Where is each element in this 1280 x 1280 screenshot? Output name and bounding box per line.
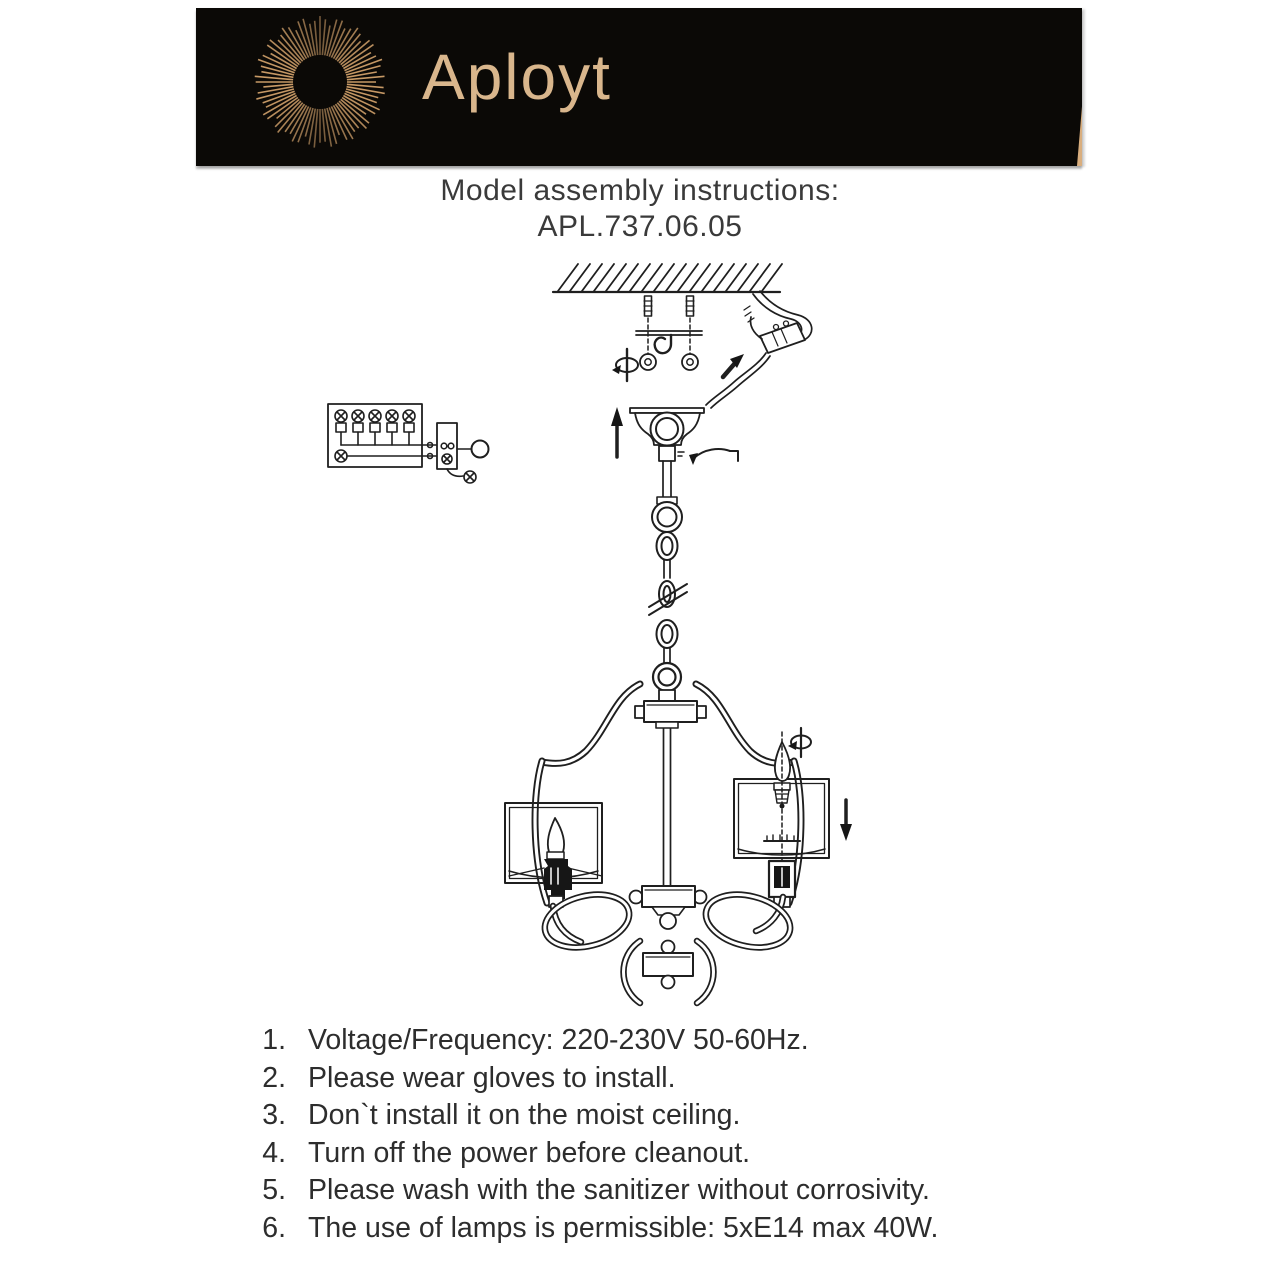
model-number: APL.737.06.05 [537,210,743,243]
bottom-hub [643,941,693,989]
lift-arrow-icon [611,407,623,457]
brand-logo-text: Aployt [422,41,612,113]
center-hub [642,886,695,929]
list-item: 5. Please wash with the sanitizer without corrosivity. [262,1174,930,1207]
anchor-bolt-left [640,296,656,370]
anchor-bolt-right [682,296,698,370]
center-column [656,722,678,886]
ceiling-hatch [553,264,782,292]
list-item: 3. Don`t install it on the moist ceiling. [262,1099,741,1132]
instructions-list [250,1022,938,1248]
insert-arrow-icon [840,800,852,841]
list-item: 6. The use of lamps is permissible: 5xE14 max 40W. [262,1211,939,1244]
wiring-diagram [328,404,489,483]
mounting-bar-hook [636,331,702,353]
chandelier-top-hub [635,663,706,722]
list-item: 1. Voltage/Frequency: 220-230V 50-60Hz. [262,1024,809,1056]
rotate-icon-top [612,349,638,381]
doc-title: Model assembly instructions: [440,174,840,207]
connect-arrow-icon [723,354,744,377]
chain [649,461,687,664]
canopy [630,408,704,461]
terminal-screws [335,410,415,445]
candle-bulb-left [547,818,564,859]
list-item: 4. Turn off the power before cleanout. [262,1136,751,1169]
list-item: 2. Please wear gloves to install. [262,1061,676,1094]
rotate-icon-right [788,728,811,757]
wire-connector [706,291,812,408]
rotate-arrow-icon [689,449,738,465]
